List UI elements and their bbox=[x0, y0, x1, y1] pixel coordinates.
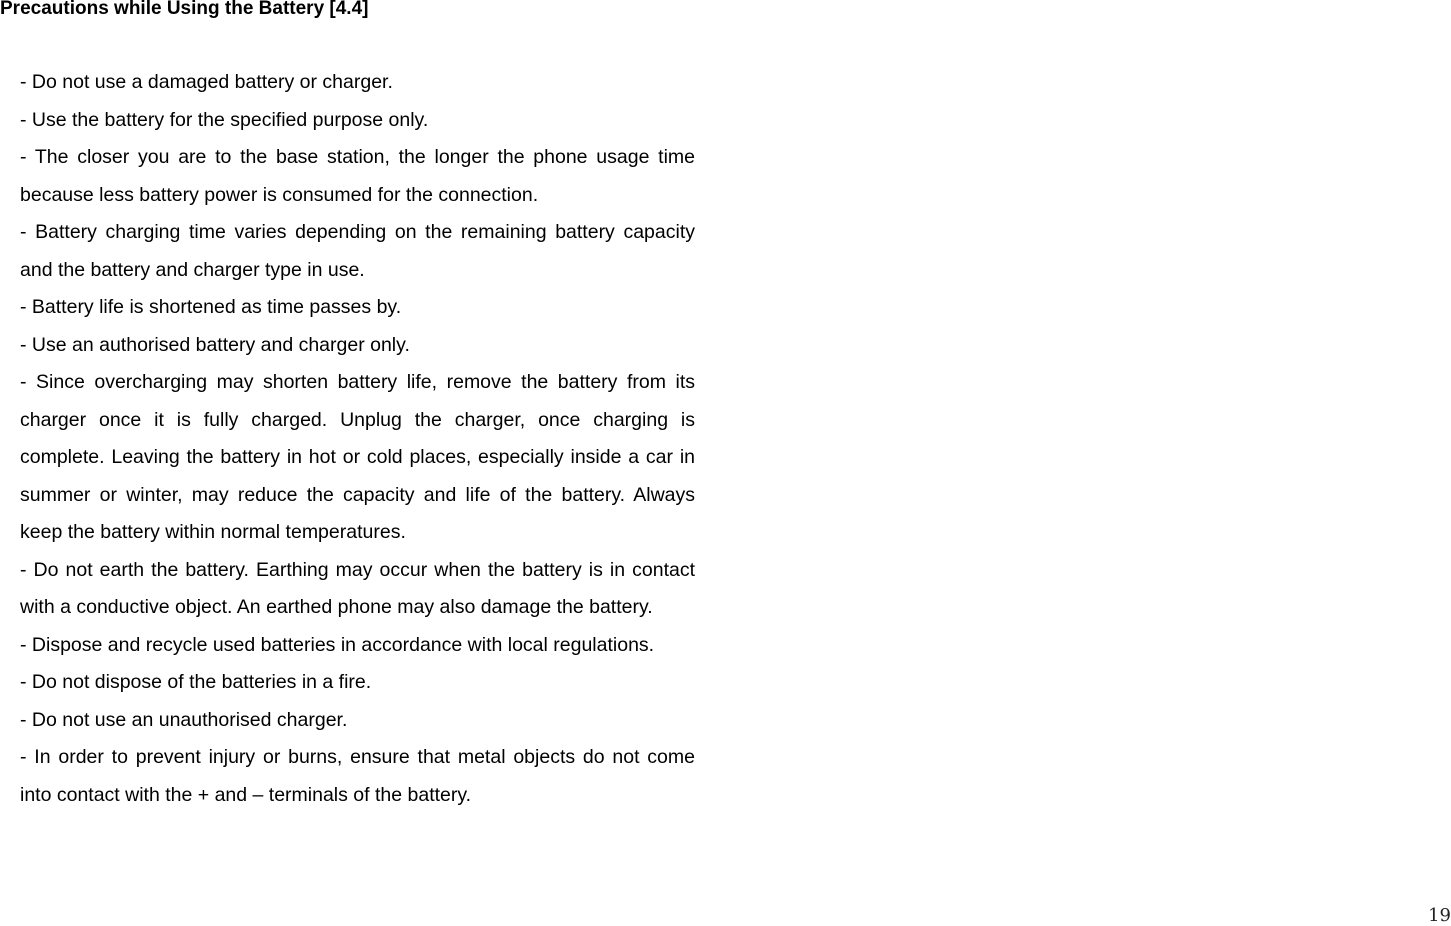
page-number: 19 bbox=[1428, 905, 1451, 926]
precautions-list bbox=[20, 64, 695, 814]
section-title: Precautions while Using the Battery [4.4] bbox=[0, 0, 369, 19]
precaution-earthing: - Do not earth the battery. Earthing may occur when the battery is in contact with a conductive object. An earthed phone may also damage the battery. bbox=[20, 558, 695, 618]
precaution-fire: - Do not dispose of the batteries in a fire. bbox=[20, 671, 372, 693]
precaution-charging-time: - Battery charging time varies depending on the remaining battery capacity and the battery and charger type in use. bbox=[20, 221, 695, 281]
precaution-specified-purpose: - Use the battery for the specified purpose only. bbox=[20, 108, 429, 131]
precaution-unauthorised-charger: - Do not use an unauthorised charger. bbox=[20, 708, 348, 731]
precaution-battery-life: - Battery life is shortened as time passes by. bbox=[20, 296, 402, 318]
precaution-metal-objects: - In order to prevent injury or burns, ensure that metal objects do not come into contact with the + and – terminals of the battery. bbox=[20, 746, 695, 806]
precaution-overcharging: - Since overcharging may shorten battery life, remove the battery from its charger once it is fully charged. Unplug the charger, once charging is complete. Leaving the battery in hot or cold places, especially inside a car in summer or winter, may reduce the capacity and life of the battery. Always keep the battery within normal temperatures. bbox=[20, 371, 695, 543]
precaution-base-station: - The closer you are to the base station, the longer the phone usage time because less battery power is consumed for the connection. bbox=[20, 146, 695, 206]
precaution-recycle: - Dispose and recycle used batteries in accordance with local regulations. bbox=[20, 633, 655, 656]
precaution-authorised-battery: - Use an authorised battery and charger only. bbox=[20, 333, 410, 356]
precaution-damaged-battery: - Do not use a damaged battery or charger. bbox=[20, 71, 393, 93]
